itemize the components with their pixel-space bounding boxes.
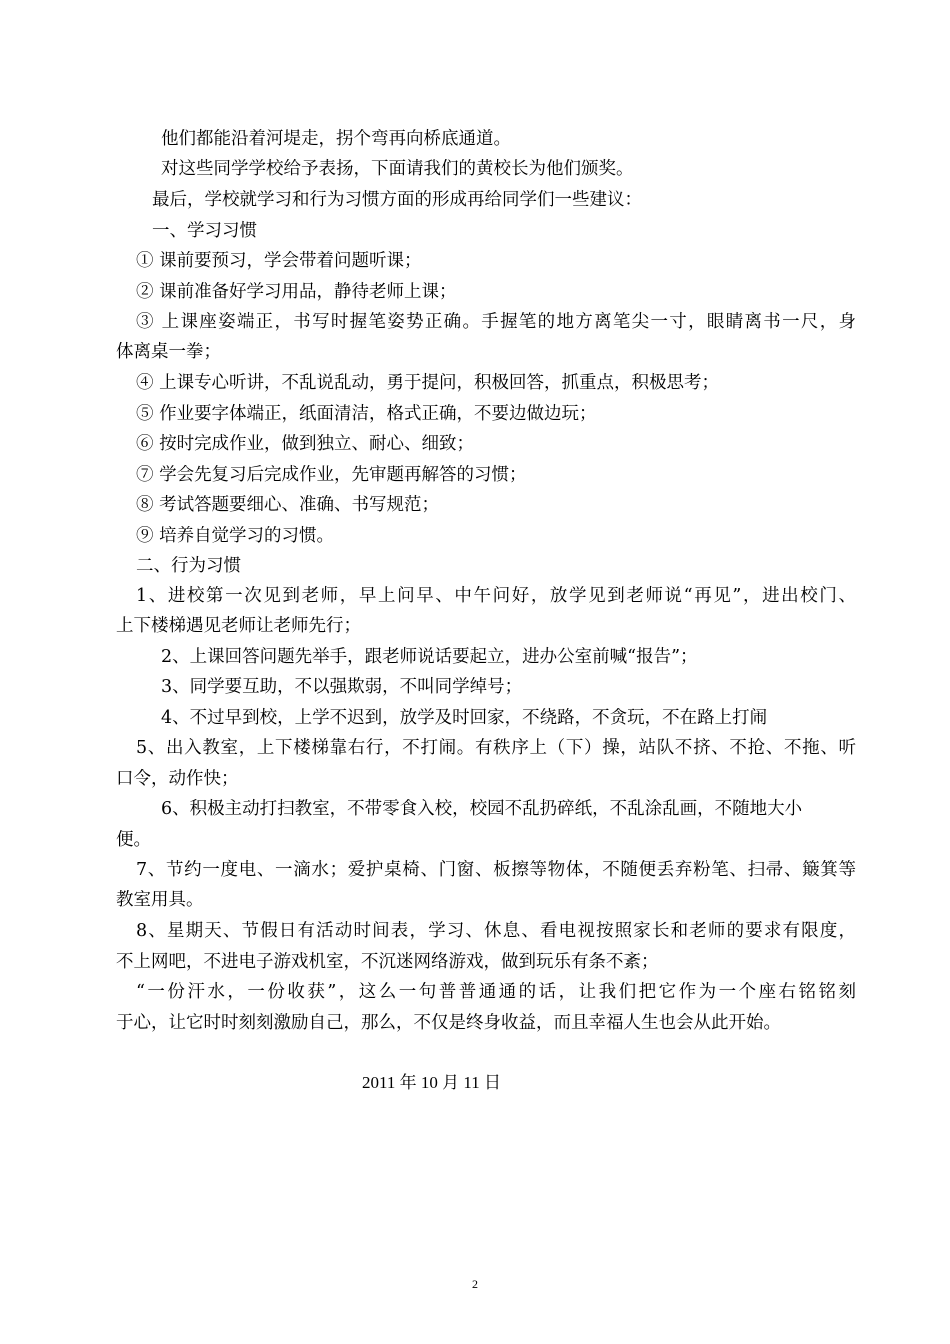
list-item: 4、不过早到校，上学不迟到，放学及时回家，不绕路，不贪玩，不在路上打闹	[161, 708, 768, 728]
list-item: ⑨ 培养自觉学习的习惯。	[136, 526, 335, 546]
list-item: 1、进校第一次见到老师，早上问早、中午问好，放学见到老师说“再见”，进出校门、	[136, 586, 856, 606]
list-item: ⑧ 考试答题要细心、准确、书写规范；	[136, 495, 440, 515]
list-item-continuation: 不上网吧，不进电子游戏机室，不沉迷网络游戏，做到玩乐有条不紊；	[116, 952, 659, 972]
list-item: ③ 上课座姿端正，书写时握笔姿势正确。手握笔的地方离笔尖一寸，眼睛离书一尺，身	[136, 312, 856, 332]
list-item: 8、星期天、节假日有活动时间表，学习、休息、看电视按照家长和老师的要求有限度，	[136, 921, 856, 941]
paragraph-line: 最后，学校就学习和行为习惯方面的形成再给同学们一些建议：	[152, 190, 642, 210]
list-item: 5、出入教室，上下楼梯靠右行，不打闹。有秩序上（下）操，站队不挤、不抢、不拖、听	[136, 738, 856, 758]
list-item-continuation: 口令，动作快；	[116, 769, 239, 789]
list-item-continuation: 教室用具。	[116, 890, 204, 910]
list-item: ⑦ 学会先复习后完成作业，先审题再解答的习惯；	[136, 465, 527, 485]
list-item: ① 课前要预习，学会带着问题听课；	[136, 251, 422, 271]
list-item: ⑥ 按时完成作业，做到独立、耐心、细致；	[136, 434, 475, 454]
list-item: 3、同学要互助，不以强欺弱，不叫同学绰号；	[161, 677, 523, 697]
list-item: 7、节约一度电、一滴水；爱护桌椅、门窗、板擦等物体，不随便丢弃粉笔、扫帚、簸箕等	[136, 860, 856, 880]
section-heading: 二、行为习惯	[136, 556, 241, 576]
closing-paragraph-line: 于心，让它时时刻刻激励自己，那么，不仅是终身收益，而且幸福人生也会从此开始。	[116, 1013, 781, 1033]
list-item-continuation: 上下楼梯遇见老师让老师先行；	[116, 616, 361, 636]
paragraph-line: 对这些同学学校给予表扬，下面请我们的黄校长为他们颁奖。	[161, 159, 634, 179]
document-date: 2011 年 10 月 11 日	[362, 1073, 501, 1092]
list-item-continuation: 便。	[116, 830, 151, 850]
page-number: 2	[472, 1277, 478, 1291]
list-item-continuation: 体离桌一拳；	[116, 342, 221, 362]
section-heading: 一、学习习惯	[152, 221, 257, 241]
list-item: 6、积极主动打扫教室，不带零食入校，校园不乱扔碎纸，不乱涂乱画，不随地大小	[161, 799, 803, 819]
paragraph-line: 他们都能沿着河堤走，拐个弯再向桥底通道。	[161, 129, 511, 149]
list-item: ② 课前准备好学习用品，静待老师上课；	[136, 282, 457, 302]
list-item: ④ 上课专心听讲，不乱说乱动，勇于提问，积极回答，抓重点，积极思考；	[136, 373, 720, 393]
list-item: ⑤ 作业要字体端正，纸面清洁，格式正确，不要边做边玩；	[136, 404, 597, 424]
closing-paragraph-line: “一份汗水，一份收获”，这么一句普普通通的话，让我们把它作为一个座右铭铭刻	[136, 982, 856, 1002]
list-item: 2、上课回答问题先举手，跟老师说话要起立，进办公室前喊“报告”；	[161, 647, 698, 667]
